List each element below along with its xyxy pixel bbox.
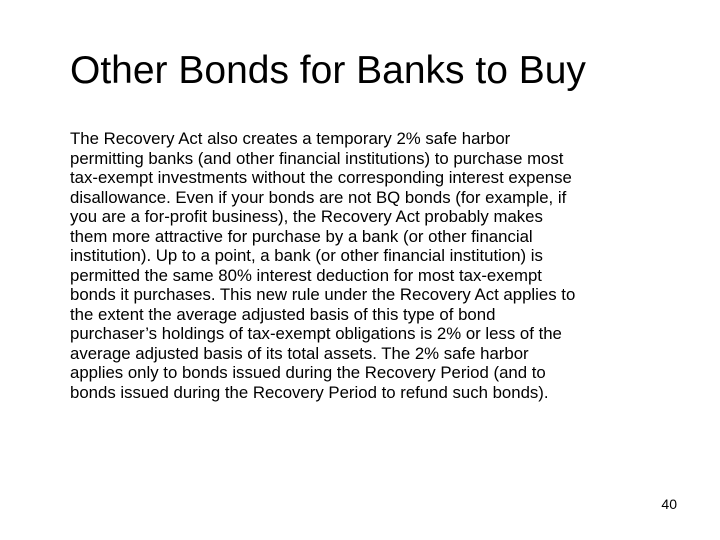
body-line: applies only to bonds issued during the Recovery Period (and to	[70, 363, 546, 382]
body-line: permitted the same 80% interest deduction for most tax-exempt	[70, 265, 542, 285]
body-line: bonds it purchases. This new rule under the Recovery Act applies to	[70, 285, 576, 304]
body-line: average adjusted basis of its total assets. The 2% safe harbor	[70, 343, 529, 363]
body-line: disallowance. Even if your bonds are not BQ bonds (for example, if	[70, 187, 567, 207]
page-number: 40	[661, 496, 677, 512]
body-line: purchaser’s holdings of tax-exempt obligations is 2% or less of the	[70, 324, 562, 343]
slide-body	[70, 129, 575, 402]
body-line: The Recovery Act also creates a temporary 2% safe harbor	[70, 129, 511, 148]
slide-title: Other Bonds for Banks to Buy	[70, 49, 586, 92]
body-line: you are a for-profit business), the Recovery Act probably makes	[70, 207, 543, 226]
body-line: permitting banks (and other financial institutions) to purchase most	[70, 148, 564, 168]
body-line: bonds issued during the Recovery Period to refund such bonds).	[70, 382, 549, 402]
body-line: the extent the average adjusted basis of this type of bond	[70, 304, 496, 324]
body-line: them more attractive for purchase by a bank (or other financial	[70, 226, 533, 246]
body-line: tax-exempt investments without the corresponding interest expense	[70, 168, 572, 187]
body-line: institution). Up to a point, a bank (or other financial institution) is	[70, 246, 543, 265]
